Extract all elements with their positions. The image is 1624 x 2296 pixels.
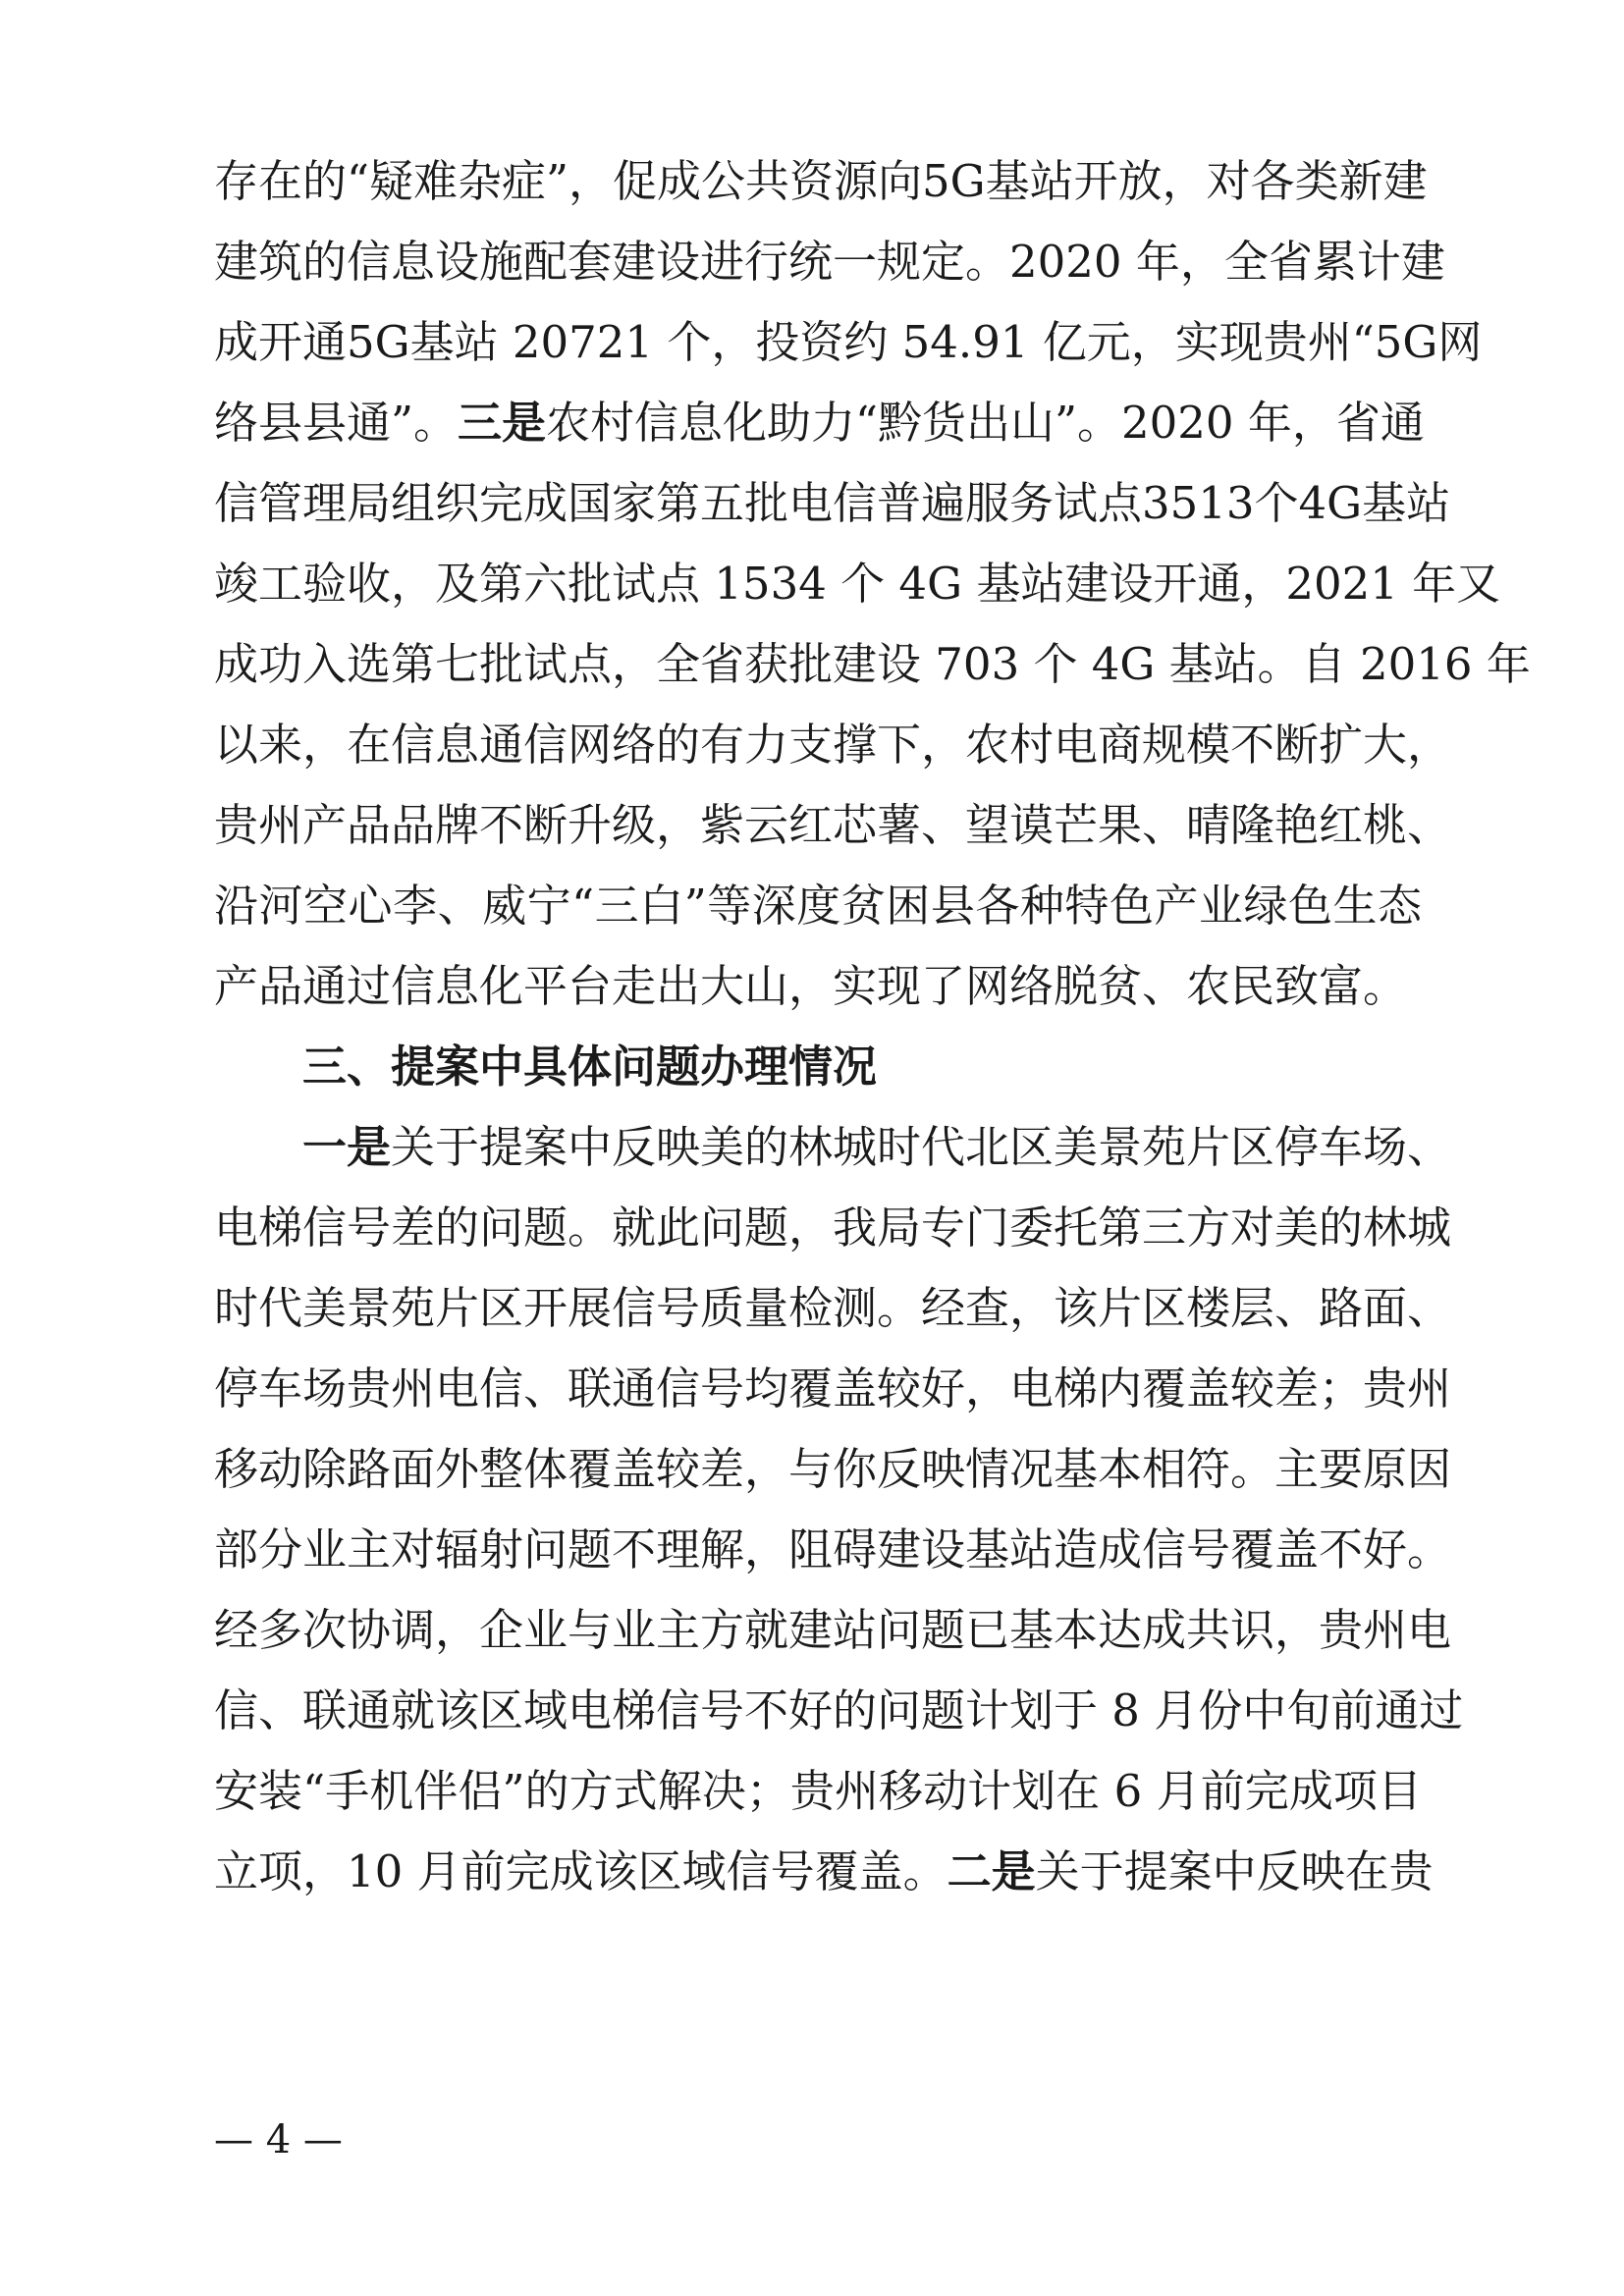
text-segment: 部分业主对辐射问题不理解，阻碍建设基站造成信号覆盖不好。 — [214, 1523, 1452, 1575]
body-line — [214, 1672, 1464, 1750]
section-heading — [302, 1028, 1422, 1106]
body-line — [214, 1591, 1452, 1670]
bold-lead: 一是 — [302, 1121, 392, 1173]
text-segment: 安装“手机伴侣”的方式解决；贵州移动计划在 6 月前完成项目 — [214, 1765, 1422, 1817]
body-line — [214, 947, 1422, 1026]
body-line — [214, 1511, 1452, 1589]
body-line — [214, 625, 1531, 704]
text-segment: 关于提案中反映在贵 — [1035, 1845, 1434, 1897]
text-segment: 移动除路面外整体覆盖较差，与你反映情况基本相符。主要原因 — [214, 1443, 1452, 1495]
text-segment: 立项，10 月前完成该区域信号覆盖。 — [214, 1845, 947, 1897]
text-segment: 以来，在信息通信网络的有力支撑下，农村电商规模不断扩大， — [214, 719, 1452, 771]
body-line — [214, 545, 1501, 623]
text-segment: 竣工验收，及第六批试点 1534 个 4G 基站建设开通，2021 年又 — [214, 558, 1501, 610]
text-segment: 贵州产品品牌不断升级，紫云红芯薯、望谟芒果、晴隆艳红桃、 — [214, 799, 1452, 851]
text-segment: 电梯信号差的问题。就此问题，我局专门委托第三方对美的林城 — [214, 1201, 1452, 1254]
body-line — [214, 786, 1452, 865]
text-segment: 络县县通”。 — [214, 397, 459, 449]
text-segment: 建筑的信息设施配套建设进行统一规定。2020 年，全省累计建 — [214, 236, 1445, 288]
body-line — [214, 303, 1483, 382]
text-segment: 沿河空心李、威宁“三白”等深度贫困县各种特色产业绿色生态 — [214, 880, 1422, 932]
body-line — [214, 1189, 1452, 1267]
body-line — [302, 1108, 1452, 1187]
body-line — [214, 1350, 1452, 1428]
text-segment: 存在的“疑难杂症”，促成公共资源向5G基站开放，对各类新建 — [214, 155, 1428, 207]
bold-lead: 二是 — [947, 1845, 1036, 1897]
body-line — [214, 1833, 1434, 1911]
body-line — [214, 223, 1445, 301]
text-segment: 信、联通就该区域电梯信号不好的问题计划于 8 月份中旬前通过 — [214, 1684, 1464, 1736]
text-segment: 经多次协调，企业与业主方就建站问题已基本达成共识，贵州电 — [214, 1604, 1452, 1656]
body-line — [214, 706, 1452, 784]
body-line — [214, 1430, 1452, 1509]
body-line — [214, 1752, 1422, 1831]
text-segment: 时代美景苑片区开展信号质量检测。经查，该片区楼层、路面、 — [214, 1282, 1452, 1334]
body-line — [214, 384, 1425, 462]
body-line — [214, 1269, 1452, 1348]
text-segment: 停车场贵州电信、联通信号均覆盖较好，电梯内覆盖较差；贵州 — [214, 1362, 1452, 1415]
text-segment: 关于提案中反映美的林城时代北区美景苑片区停车场、 — [391, 1121, 1452, 1173]
bold-lead: 三是 — [458, 397, 547, 449]
text-segment: 成开通5G基站 20721 个，投资约 54.91 亿元，实现贵州“5G网 — [214, 316, 1483, 368]
body-line — [214, 142, 1428, 221]
text-segment: 产品通过信息化平台走出大山，实现了网络脱贫、农民致富。 — [214, 960, 1408, 1012]
body-line — [214, 464, 1451, 543]
text-segment: 农村信息化助力“黔货出山”。2020 年，省通 — [546, 397, 1425, 449]
text-segment: 信管理局组织完成国家第五批电信普遍服务试点3513个4G基站 — [214, 477, 1451, 529]
body-line — [214, 867, 1422, 945]
page-number: — 4 — — [214, 2117, 343, 2163]
text-segment: 成功入选第七批试点，全省获批建设 703 个 4G 基站。自 2016 年 — [214, 638, 1531, 690]
heading-text: 三、提案中具体问题办理情况 — [302, 1041, 878, 1093]
